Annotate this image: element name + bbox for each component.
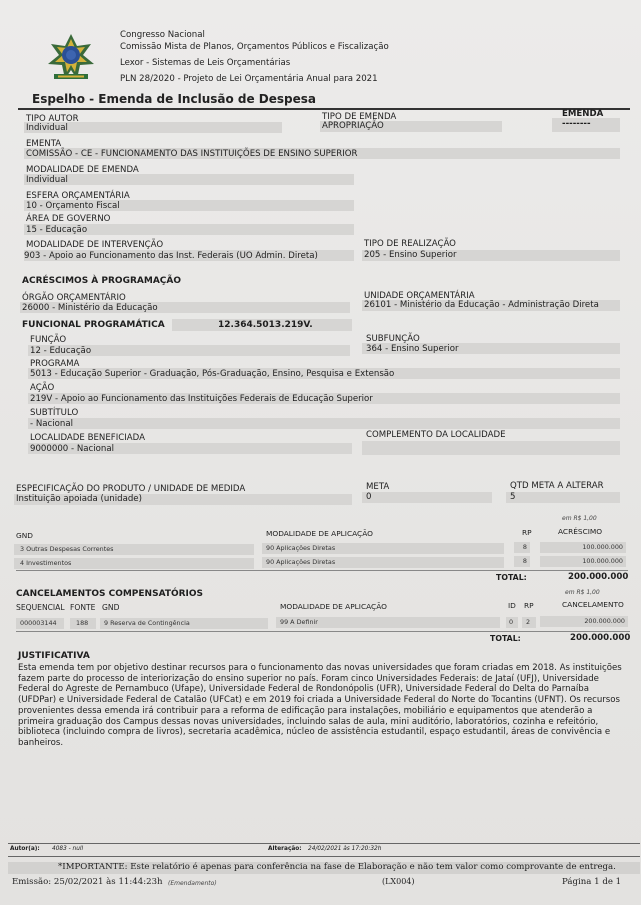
gnd-cell: 4 Investimentos [20,559,72,567]
area-value: 15 - Educação [26,225,88,235]
modalidade-emenda-label: MODALIDADE DE EMENDA [26,165,139,175]
alteracao-label: Alteração: [268,846,302,852]
cancelamentos-title: CANCELAMENTOS COMPENSATÓRIOS [16,589,204,599]
justificativa-text: Esta emenda tem por objetivo destinar recursos para o funcionamento das novas universidades que foram criadas em 2018. As instituições fazem parte do processo de interiorização do ensino superior no país. Foram cinco Universidades Federais: de Jataí (UFJ), Universidade Federal do Agreste de Pernambuco (Ufape), Universidade Federal de Rondonópolis (UFR), Universidade Federal do Delta do Parnaíba (UFDPar) e Universidade Federal de Catalão (UFCat) e em 2019 foi criada a Universidade Federal do Norte do Tocantins (UFNT). Os recursos provenientes dessa emenda irá contribuir para a reforma de edificação para instalações, mobiliário e equipamentos que atenderão a primeira graduação dos Campus dessas novas universidades, incluindo salas de aula, mini auditório, laboratórios, cozinha e refeitório, biblioteca (incluindo compra de livros), secretaria acadêmica, núcleo de assistência estudantil, espaço estudantil, áreas de convivência e banheiros. [18,663,622,748]
bill-name: PLN 28/2020 - Projeto de Lei Orçamentária Anual para 2021 [120,74,378,84]
id-cell: 0 [509,618,514,626]
title-rule [18,108,630,110]
commission-name: Comissão Mista de Planos, Orçamentos Públicos e Fiscalização [120,42,389,52]
esfera-label: ESFERA ORÇAMENTÁRIA [26,191,130,201]
coat-of-arms-icon [44,32,98,82]
unidade-value: 26101 - Ministério da Educação - Administração Direta [364,300,599,310]
autor-value: 4083 - null [52,846,84,852]
acao-label: AÇÃO [30,383,55,393]
cancel-mod-header: MODALIDADE DE APLICAÇÃO [280,602,387,611]
emissao: Emissão: 25/02/2021 às 11:44:23h [12,877,163,887]
mod-cell: 90 Aplicações Diretas [266,558,336,566]
gnd-cell: 3 Outras Despesas Correntes [20,545,114,553]
esfera-value: 10 - Orçamento Fiscal [26,201,120,211]
meta-label: META [366,482,390,492]
tipo-autor-value: Individual [26,123,68,133]
cancel-rp-header: RP [524,601,534,610]
acao-value: 219V - Apoio ao Funcionamento das Instituições Federais de Educação Superior [30,394,373,404]
valor-cell: 100.000.000 [582,543,623,551]
seq-header: SEQUENCIAL [16,603,65,612]
intervencao-label: MODALIDADE DE INTERVENÇÃO [26,240,164,250]
localidade-label: LOCALIDADE BENEFICIADA [30,433,145,443]
especificacao-value: Instituição apoiada (unidade) [16,494,142,504]
system-name: Lexor - Sistemas de Leis Orçamentárias [120,58,291,68]
cancelamento-header: CANCELAMENTO [562,600,624,609]
id-header: ID [508,601,516,610]
cancel-total-value: 200.000.000 [570,633,631,643]
unit-note: em R$ 1,00 [562,515,597,522]
orgao-value: 26000 - Ministério da Educação [22,303,158,313]
emendamento: (Emendamento) [168,880,217,887]
rp-header: RP [522,528,532,537]
tipo-emenda-label: TIPO DE EMENDA [322,112,397,122]
subfuncao-label: SUBFUNÇÃO [366,334,420,344]
report-code: (LX004) [382,877,415,886]
unidade-label: UNIDADE ORÇAMENTÁRIA [364,291,475,301]
funcional-label: FUNCIONAL PROGRAMÁTICA [22,320,165,330]
modalidade-emenda-value: Individual [26,175,68,185]
rp-cell: 8 [522,543,527,551]
subtitulo-label: SUBTÍTULO [30,408,79,418]
funcao-value: 12 - Educação [30,346,92,356]
alteracao-value: 24/02/2021 às 17:20:32h [308,846,382,852]
meta-value: 0 [366,492,372,502]
tipo-autor-label: TIPO AUTOR [26,114,79,124]
emenda-label: EMENDA [562,109,604,119]
fonte-cell: 188 [76,619,89,627]
localidade-value: 9000000 - Nacional [30,444,115,454]
ementa-label: EMENTA [26,139,62,149]
realizacao-value: 205 - Ensino Superior [364,250,457,260]
total-label: TOTAL: [496,573,527,582]
tipo-emenda-value: APROPRIAÇÃO [322,121,384,131]
rp-cell: 2 [526,618,531,626]
seq-cell: 000003144 [20,619,57,627]
cancel-unit-note: em R$ 1,00 [565,589,600,596]
qtd-meta-label: QTD META A ALTERAR [510,481,604,491]
programa-value: 5013 - Educação Superior - Graduação, Pós-Graduação, Ensino, Pesquisa e Extensão [30,369,395,379]
area-label: ÁREA DE GOVERNO [26,214,111,224]
gnd-header: GND [16,531,33,540]
total-value: 200.000.000 [568,572,629,582]
page-number: Página 1 de 1 [562,877,622,887]
realizacao-label: TIPO DE REALIZAÇÃO [364,239,456,249]
ementa-value: COMISSÃO - CE - FUNCIONAMENTO DAS INSTITUIÇÕES DE ENSINO SUPERIOR [26,149,358,159]
cancel-total-label: TOTAL: [490,634,521,643]
gnd-cell: 9 Reserva de Contingência [104,619,190,627]
orgao-label: ÓRGÃO ORÇAMENTÁRIO [22,293,126,303]
especificacao-label: ESPECIFICAÇÃO DO PRODUTO / UNIDADE DE MEDIDA [16,484,246,494]
funcao-label: FUNÇÃO [30,335,67,345]
funcional-value: 12.364.5013.219V. [218,320,313,330]
qtd-meta-value: 5 [510,492,516,502]
important-notice: *IMPORTANTE: Este relatório é apenas para conferência na fase de Elaboração e não tem valor como comprovante de entrega. [58,862,616,872]
acrescimos-title: ACRÉSCIMOS À PROGRAMAÇÃO [22,276,182,286]
subfuncao-value: 364 - Ensino Superior [366,344,459,354]
justificativa-title: JUSTIFICATIVA [18,651,90,661]
valor-cell: 100.000.000 [582,557,623,565]
modalidade-header: MODALIDADE DE APLICAÇÃO [266,529,373,538]
emenda-value: -------- [562,119,591,129]
org-name: Congresso Nacional [120,30,205,40]
intervencao-value: 903 - Apoio ao Funcionamento das Inst. Federais (UO Admin. Direta) [24,251,318,261]
doc-title: Espelho - Emenda de Inclusão de Despesa [32,92,317,106]
complemento-label: COMPLEMENTO DA LOCALIDADE [366,430,506,440]
cancel-gnd-header: GND [102,603,120,612]
acrescimo-header: ACRÉSCIMO [558,527,603,536]
valor-cell: 200.000.000 [584,617,625,625]
subtitulo-value: - Nacional [30,419,73,429]
fonte-header: FONTE [70,603,96,612]
programa-label: PROGRAMA [30,359,80,369]
autor-label: Autor(a): [10,846,40,852]
rp-cell: 8 [522,557,527,565]
mod-cell: 90 Aplicações Diretas [266,544,336,552]
mod-cell: 99 A Definir [280,618,318,626]
